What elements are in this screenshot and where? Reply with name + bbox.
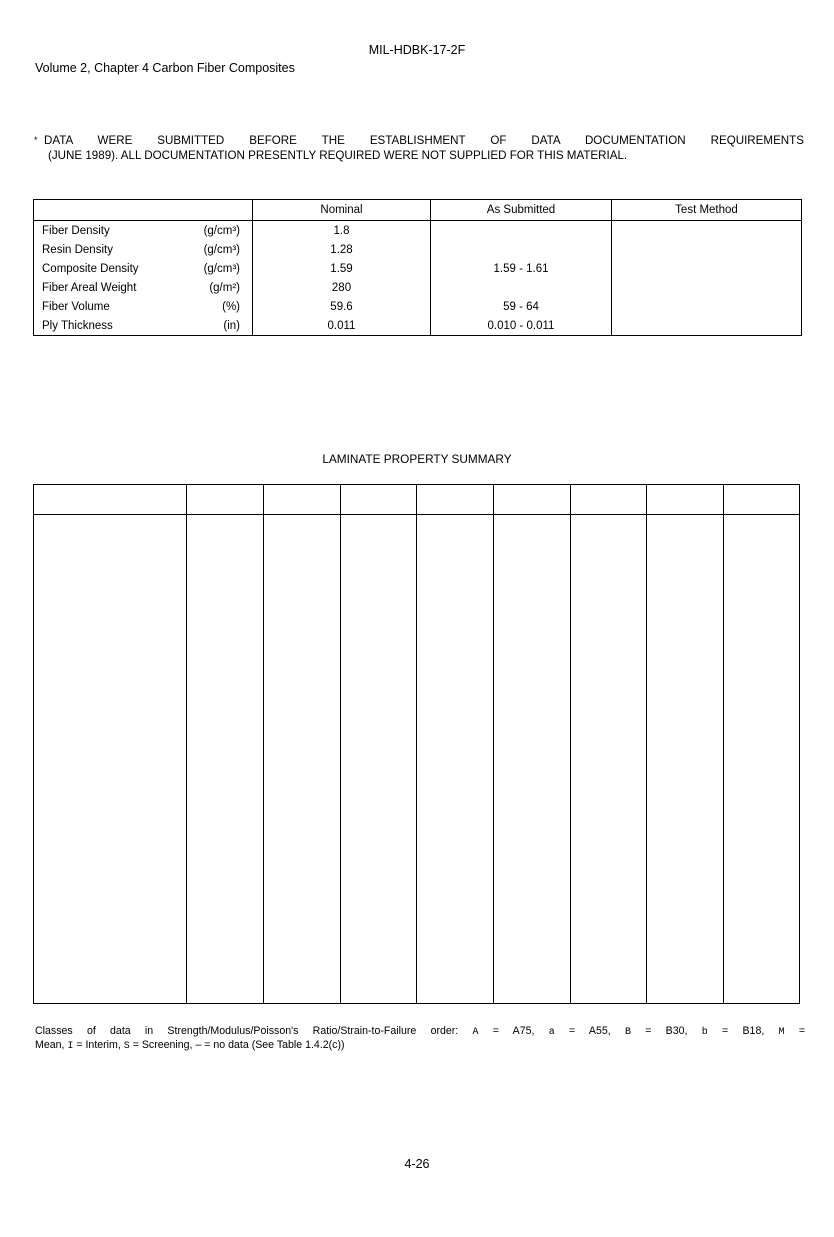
properties-table (33, 199, 802, 336)
table-row (34, 278, 802, 297)
as-submitted-value: 1.59 - 1.61 (431, 259, 612, 278)
test-method-value (612, 297, 802, 316)
data-note (34, 133, 804, 163)
nominal-value: 1.8 (253, 221, 431, 241)
property-unit: (in) (184, 316, 253, 336)
property-unit: (g/cm³) (184, 259, 253, 278)
table-row (34, 240, 802, 259)
as-submitted-value (431, 221, 612, 241)
table-row (34, 221, 802, 241)
property-unit: (g/cm³) (184, 240, 253, 259)
data-note-line-2: (JUNE 1989). ALL DOCUMENTATION PRESENTLY REQUIRED WERE NOT SUPPLIED FOR THIS MATERIAL. (48, 149, 628, 162)
as-submitted-value: 59 - 64 (431, 297, 612, 316)
property-name: Fiber Volume (34, 297, 184, 316)
properties-header-row (34, 200, 802, 221)
as-submitted-value: 0.010 - 0.011 (431, 316, 612, 336)
property-name: Composite Density (34, 259, 184, 278)
data-classes-line-1: Classes of data in Strength/Modulus/Poisson's Ratio/Strain-to-Failure order: A = A75, a = A55, B = B30, b = B18, M = (35, 1025, 806, 1038)
grid-column-divider (416, 485, 417, 1003)
data-classes-line-2: Mean, I = Interim, S = Screening, – = no data (See Table 1.4.2(c)) (35, 1039, 345, 1052)
asterisk-marker: * (34, 135, 38, 145)
table-row (34, 316, 802, 336)
grid-column-divider (646, 485, 647, 1003)
grid-column-divider (723, 485, 724, 1003)
header-blank-cell (34, 200, 253, 221)
as-submitted-value (431, 240, 612, 259)
grid-column-divider (186, 485, 187, 1003)
nominal-value: 1.28 (253, 240, 431, 259)
property-unit: (%) (184, 297, 253, 316)
table-row (34, 259, 802, 278)
data-note-line-1: * DATA WERE SUBMITTED BEFORE THE ESTABLISHMENT OF DATA DOCUMENTATION REQUIREMENTS (34, 134, 804, 147)
property-name: Fiber Areal Weight (34, 278, 184, 297)
nominal-value: 1.59 (253, 259, 431, 278)
nominal-value: 280 (253, 278, 431, 297)
nominal-value: 0.011 (253, 316, 431, 336)
as-submitted-value (431, 278, 612, 297)
chapter-title: Volume 2, Chapter 4 Carbon Fiber Composites (35, 61, 295, 75)
data-classes-note (35, 1025, 805, 1053)
test-method-value (612, 316, 802, 336)
page-number: 4-26 (404, 1157, 430, 1171)
property-name: Resin Density (34, 240, 184, 259)
test-method-value (612, 259, 802, 278)
laminate-summary-title: LAMINATE PROPERTY SUMMARY (322, 452, 512, 466)
grid-column-divider (493, 485, 494, 1003)
grid-column-divider (340, 485, 341, 1003)
document-id: MIL-HDBK-17-2F (368, 43, 466, 57)
test-method-value (612, 278, 802, 297)
header-test-method: Test Method (612, 200, 802, 221)
grid-column-divider (570, 485, 571, 1003)
grid-column-divider (263, 485, 264, 1003)
table-row (34, 297, 802, 316)
property-unit: (g/cm³) (184, 221, 253, 241)
header-nominal: Nominal (253, 200, 431, 221)
header-as-submitted: As Submitted (431, 200, 612, 221)
property-name: Ply Thickness (34, 316, 184, 336)
laminate-summary-grid (33, 484, 800, 1004)
property-unit: (g/m²) (184, 278, 253, 297)
nominal-value: 59.6 (253, 297, 431, 316)
test-method-value (612, 221, 802, 241)
test-method-value (612, 240, 802, 259)
property-name: Fiber Density (34, 221, 184, 241)
